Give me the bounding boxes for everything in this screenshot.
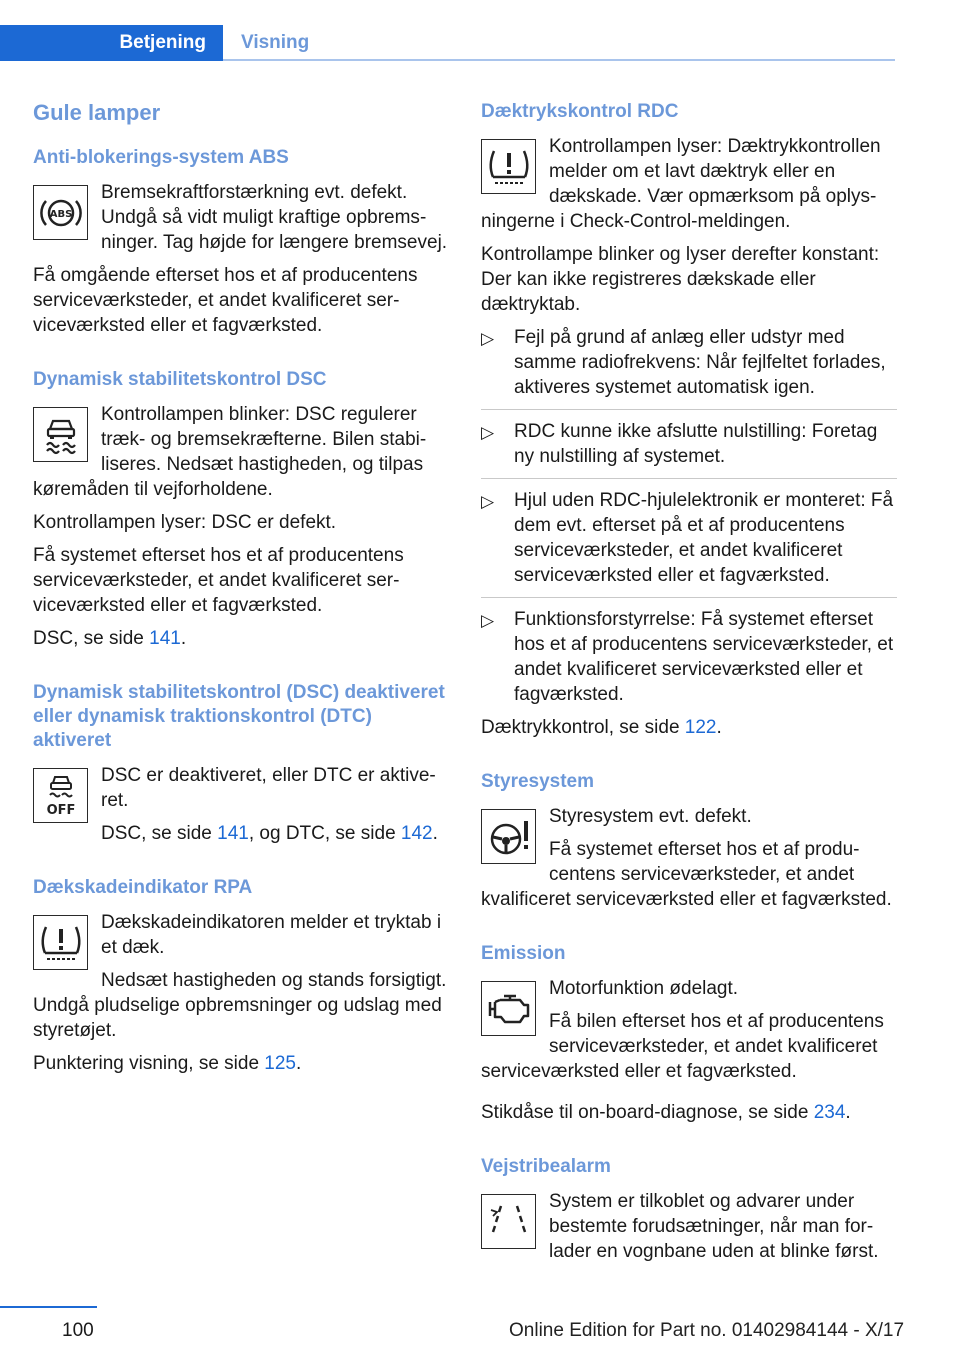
rdc-ref-prefix: Dæktrykkontrol, se side: [481, 717, 685, 738]
dsc-text-1: Kontrollampen blinker: DSC regulerer træk- og bremsekræfterne. Bilen stabiliseres. Nedsæt hastigheden, og tilpas køremåden til vejforholdene.: [33, 404, 427, 500]
rpa-ref-suffix: .: [296, 1053, 302, 1074]
dsc-off-ref-prefix: DSC, se side: [101, 823, 218, 844]
dsc-reference: [33, 626, 449, 651]
footer-rule: [0, 1306, 97, 1308]
lane-departure-icon: [481, 1194, 536, 1249]
right-column: [481, 100, 897, 1294]
lane-heading: Vejstribealarm: [481, 1156, 611, 1177]
emission-text-1: Motorfunktion ødelagt.: [549, 978, 739, 999]
abs-heading: Anti-blokerings-system ABS: [33, 147, 289, 168]
list-item-text: Fejl på grund af anlæg eller udstyr med samme radiofrekvens: Når fejlfeltet forlades, aktiveres systemet automatisk igen.: [514, 327, 886, 398]
dsc-off-icon: [33, 768, 88, 823]
dsc-off-text-1: DSC er deaktiveret, eller DTC er aktiveret.: [101, 765, 436, 811]
dsc-off-heading: Dynamisk stabilitetskontrol (DSC) deaktiveret eller dynamisk traktionskontrol (DTC) aktiveret: [33, 682, 445, 751]
emission-heading: Emission: [481, 943, 566, 964]
steering-text-2: Få systemet efterset hos et af producentens serviceværksteder, et andet kvalificeret serviceværksted eller et fagværksted.: [481, 839, 892, 910]
triangle-bullet-icon: ▷: [481, 423, 495, 442]
emission-reference: [481, 1100, 897, 1125]
tire-warning-icon: [33, 915, 88, 970]
rdc-text-1: Kontrollampen lyser: Dæktrykkontrollen melder om et lavt dæktryk eller en dækskade. Vær opmærksom på oplysningerne i Check-Control-meldingen.: [481, 136, 881, 232]
steering-section: [481, 770, 897, 912]
edition-note: Online Edition for Part no. 01402984144 - X/17: [509, 1320, 905, 1341]
tab-visning-label: Visning: [241, 32, 310, 53]
tire-pressure-icon: [481, 139, 536, 194]
dtc-page-link[interactable]: 142: [400, 823, 433, 844]
abs-warning-icon: [33, 185, 88, 240]
rdc-ref-suffix: .: [716, 717, 722, 738]
list-item-text: RDC kunne ikke afslutte nulstilling: Foretag ny nulstilling af systemet.: [514, 421, 878, 467]
lane-section: [481, 1155, 897, 1264]
list-item: [481, 488, 897, 598]
list-item: [481, 607, 897, 707]
tab-visning[interactable]: [223, 25, 895, 61]
emission-section: [481, 942, 897, 1125]
dsc-ref-suffix: .: [180, 628, 187, 649]
dsc-ref-prefix: DSC, se side: [33, 628, 150, 649]
emission-ref-suffix: .: [845, 1102, 851, 1123]
lane-text-1: System er tilkoblet og advarer under bestemte forudsætninger, når man forlader en vognbane uden at blinke først.: [549, 1191, 879, 1262]
abs-text-1: Bremsekraftforstærkning evt. defekt. Undgå så vidt muligt kraftige opbremsninger. Tag højde for længere bremsevej.: [101, 182, 448, 253]
dsc-off-ref-suffix: .: [432, 823, 438, 844]
left-column: [33, 100, 449, 1106]
engine-icon: [481, 981, 536, 1036]
rdc-text-2: Kontrollampe blinker og lyser derefter konstant: Der kan ikke registreres dækskade eller dæktryktab.: [481, 244, 880, 315]
dsc-car-skid-icon: [33, 407, 88, 462]
rpa-page-link[interactable]: 125: [264, 1053, 296, 1074]
rdc-section: [481, 100, 897, 740]
rpa-reference: [33, 1051, 449, 1076]
rpa-text-1: Dækskadeindikatoren melder et tryktab i et dæk.: [101, 912, 442, 958]
emission-ref-prefix: Stikdåse til on-board-diagnose, se side: [481, 1102, 814, 1123]
dsc-section: [33, 368, 449, 651]
dsc-off-section: [33, 681, 449, 846]
dsc-text-3: Få systemet efterset hos et af producentens serviceværksteder, et andet kvalificeret serviceværksted eller et fagværksted.: [33, 545, 404, 616]
obd-page-link[interactable]: 234: [813, 1102, 846, 1123]
rdc-page-link[interactable]: 122: [684, 717, 717, 738]
rdc-heading: Dæktrykskontrol RDC: [481, 101, 679, 122]
rdc-reference: [481, 715, 897, 740]
dsc-page-link[interactable]: 141: [149, 628, 181, 649]
rpa-ref-prefix: Punktering visning, se side: [33, 1053, 265, 1074]
rpa-text-2: Nedsæt hastigheden og stands forsigtigt. Undgå pludselige opbremsninger og udslag med styretøjet.: [33, 970, 447, 1041]
rpa-heading: Dækskadeindikator RPA: [33, 877, 253, 898]
dsc-off-ref-mid: , og DTC, se side: [248, 823, 401, 844]
steering-heading: Styresystem: [481, 771, 595, 792]
abs-section: [33, 146, 449, 338]
steering-wheel-warning-icon: [481, 809, 536, 864]
dsc-off-reference: [33, 821, 449, 846]
triangle-bullet-icon: ▷: [481, 329, 495, 348]
list-item: [481, 325, 897, 410]
triangle-bullet-icon: ▷: [481, 492, 495, 511]
rdc-bullet-list: [481, 325, 897, 707]
list-item-text: Hjul uden RDC-hjulelektronik er monteret: Få dem evt. efterset på et af producentens serviceværksteder, et andet kvalificeret serviceværksted eller et fagværksted.: [514, 490, 894, 586]
rpa-section: [33, 876, 449, 1076]
section-title: Gule lamper: [33, 100, 161, 125]
abs-text-2: Få omgående efterset hos et af producentens serviceværksteder, et andet kvalificeret serviceværksted eller et fagværksted.: [33, 265, 418, 336]
dsc-off-icon-label: OFF: [46, 802, 75, 818]
dsc-text-2: Kontrollampen lyser: DSC er defekt.: [33, 512, 337, 533]
triangle-bullet-icon: ▷: [481, 611, 495, 630]
tab-betjening[interactable]: Betjening: [0, 25, 223, 61]
steering-text-1: Styresystem evt. defekt.: [549, 806, 752, 827]
list-item: [481, 419, 897, 479]
list-item-text: Funktionsforstyrrelse: Få systemet efterset hos et af producentens serviceværksteder, et andet kvalificeret serviceværksted eller et fagværksted.: [514, 609, 894, 705]
dsc-heading: Dynamisk stabilitetskontrol DSC: [33, 369, 327, 390]
dsc-off-page-link[interactable]: 141: [217, 823, 249, 844]
chapter-tabs: [0, 25, 895, 61]
page-number: 100: [62, 1320, 94, 1341]
svg-text:ABS: ABS: [49, 208, 72, 220]
emission-text-2: Få bilen efterset hos et af producentens serviceværksteder, et andet kvalificeret serviceværksted eller et fagværksted.: [481, 1011, 884, 1082]
